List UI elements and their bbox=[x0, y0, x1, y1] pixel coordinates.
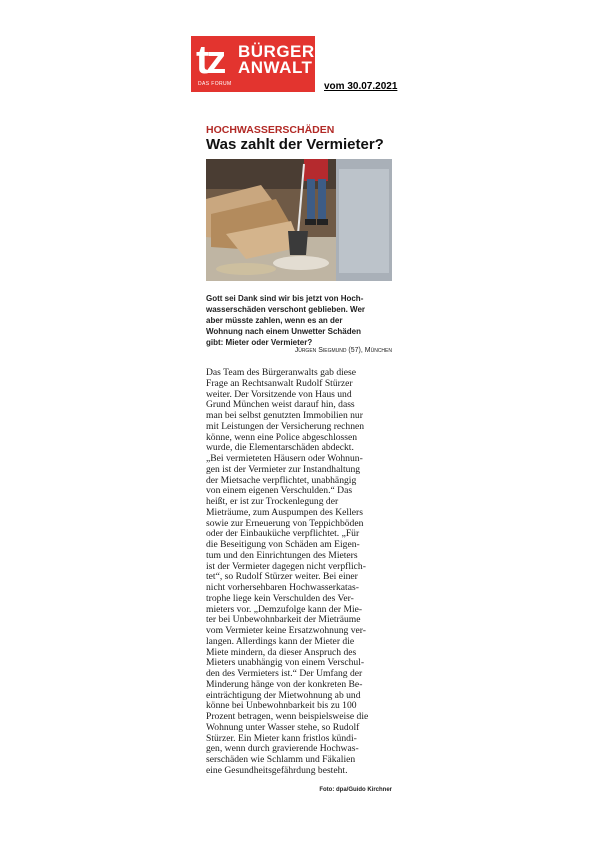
photo-credit: Foto: dpa/Guido Kirchner bbox=[319, 787, 392, 793]
body-line: tum und den Einrichtungen des Mieters bbox=[206, 550, 358, 561]
article-headline: Was zahlt der Vermieter? bbox=[206, 136, 384, 153]
body-line: den des Vermieters ist.“ Der Umfang der bbox=[206, 669, 363, 679]
body-line: serschäden wie Schlamm und Fäkalien bbox=[206, 755, 356, 765]
question-line: aber müsste zahlen, wenn es an der bbox=[206, 316, 343, 326]
body-line: einträchtigung der Mietwohnung ab und bbox=[206, 690, 361, 701]
body-line: oder der Einbauküche verpflichtet. „Für bbox=[206, 529, 360, 540]
body-line: gen ist der Vermieter zur Instandhaltung bbox=[206, 464, 361, 475]
reader-question bbox=[206, 293, 394, 348]
body-line: trophe liege kein Verschulden des Ver- bbox=[206, 593, 354, 604]
body-line: Mieträume, zum Auspumpen des Kellers bbox=[206, 507, 363, 518]
body-line: weiter. Der Vorsitzende von Haus und bbox=[206, 389, 352, 400]
body-line: ter bei Unbewohnbarkeit der Mieträume bbox=[206, 615, 361, 626]
logo-subtitle: DAS FORUM bbox=[198, 81, 232, 87]
body-line: Miete mindern, da dieser Anspruch des bbox=[206, 647, 357, 658]
body-line: gen, wenn durch gravierende Hochwas- bbox=[206, 744, 359, 755]
body-line: wurde, die Elementarschäden abdeckt. bbox=[206, 443, 354, 454]
body-line: „Bei vermieteten Häusern oder Wohnun- bbox=[206, 454, 363, 464]
photo-cabinet-door bbox=[339, 169, 389, 273]
photo-shovel-blade bbox=[288, 231, 308, 255]
body-line: nicht vorhersehbaren Hochwasserkatas- bbox=[206, 583, 359, 593]
body-line: Frage an Rechtsanwalt Rudolf Stürzer bbox=[206, 378, 353, 389]
body-line: Prozent betragen, wenn beispielsweise die bbox=[206, 712, 369, 722]
body-line: könne, wenn eine Police abgeschlossen bbox=[206, 432, 358, 443]
tz-buergeranwalt-logo bbox=[191, 36, 315, 92]
article-kicker: HOCHWASSERSCHÄDEN bbox=[206, 124, 335, 136]
publication-date: vom 30.07.2021 bbox=[324, 81, 398, 92]
body-line: die Beseitigung von Schäden am Eigen- bbox=[206, 540, 360, 550]
article-body bbox=[206, 368, 392, 777]
question-line: wasserschäden verschont geblieben. Wer bbox=[206, 305, 366, 315]
photo-water-splash bbox=[273, 256, 329, 270]
body-line: man bei selbst genutzten Immobilien nur bbox=[206, 411, 363, 421]
body-line: ist der Vermieter dagegen nicht verpflich- bbox=[206, 561, 366, 572]
body-line: von einem eigenen Verschulden.“ Das bbox=[206, 486, 353, 497]
body-line: heißt, er ist zur Trockenlegung der bbox=[206, 497, 339, 507]
photo-person-shirt bbox=[304, 159, 328, 181]
body-line: mieters vor. „Demzufolge kann der Mie- bbox=[206, 604, 363, 615]
body-line: vom Vermieter keine Ersatzwohnung ver- bbox=[206, 626, 367, 636]
body-line: Das Team des Bürgeranwalts gab diese bbox=[206, 368, 357, 378]
photo-person-leg bbox=[318, 179, 326, 221]
question-line: gibt: Mieter oder Vermieter? bbox=[206, 338, 313, 348]
body-line: mit Leistungen der Versicherung rechnen bbox=[206, 421, 365, 432]
body-line: Minderung hänge von der konkreten Be- bbox=[206, 679, 363, 690]
reader-signature: Jürgen Siegmund (57), München bbox=[294, 347, 392, 354]
flood-damage-photo bbox=[206, 159, 392, 281]
photo-person-boot bbox=[305, 219, 316, 225]
body-line: langen. Allerdings kann der Mieter die bbox=[206, 636, 355, 647]
question-line: Gott sei Dank sind wir bis jetzt von Hoch- bbox=[206, 294, 364, 303]
logo-text-buerger: BÜRGER bbox=[238, 42, 315, 61]
photo-mud-puddle bbox=[216, 263, 276, 275]
photo-person-boot bbox=[317, 219, 328, 225]
body-line: könne bei Unbewohnbarkeit bis zu 100 bbox=[206, 701, 357, 712]
body-line: tet“, so Rudolf Stürzer weiter. Bei einer bbox=[206, 572, 358, 583]
question-line: Wohnung nach einem Unwetter Schäden bbox=[206, 327, 361, 337]
body-line: sowie zur Erneuerung von Teppichböden bbox=[206, 518, 364, 529]
body-line: Wohnung unter Wasser stehe, so Rudolf bbox=[206, 722, 360, 733]
body-line: der Mietsache verpflichtet, unabhängig bbox=[206, 475, 357, 486]
body-line: Stürzer. Ein Mieter kann fristlos kündi- bbox=[206, 733, 357, 744]
body-line: eine Gesundheitsgefährdung besteht. bbox=[206, 765, 348, 776]
photo-person-leg bbox=[307, 179, 315, 221]
body-line: Grund München weist darauf hin, dass bbox=[206, 400, 355, 411]
logo-text-anwalt: ANWALT bbox=[238, 58, 313, 77]
body-line: Mieters unabhängig von einem Verschul- bbox=[206, 658, 365, 669]
logo-tz-mark: tz bbox=[196, 38, 224, 82]
